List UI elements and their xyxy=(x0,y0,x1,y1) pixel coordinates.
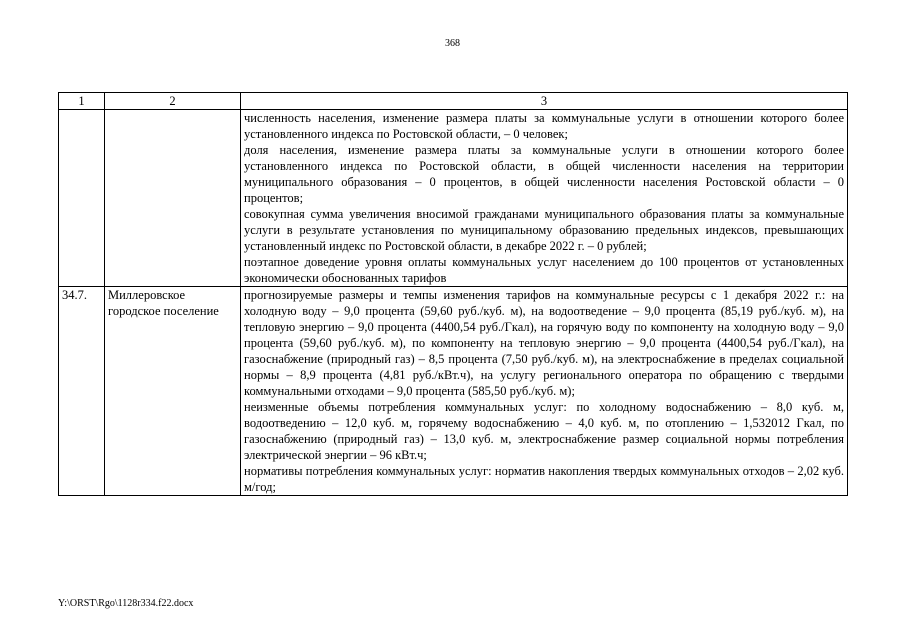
municipality-name: Миллеровское городское поселение xyxy=(105,287,241,496)
row-content xyxy=(241,287,848,496)
page-number: 368 xyxy=(445,38,460,49)
header-col-2: 2 xyxy=(105,93,241,110)
header-col-3: 3 xyxy=(241,93,848,110)
paragraph: поэтапное доведение уровня оплаты коммунальных услуг населением до 100 процентов от установленных экономически обоснованных тарифов xyxy=(244,255,844,285)
row-number xyxy=(59,110,105,287)
footer-file-path: Y:\ORST\Rgo\1128r334.f22.docx xyxy=(58,598,194,609)
row-content xyxy=(241,110,848,287)
row-number: 34.7. xyxy=(59,287,105,496)
table-row xyxy=(59,110,848,287)
header-col-1: 1 xyxy=(59,93,105,110)
paragraph: нормативы потребления коммунальных услуг: норматив накопления твердых коммунальных отходов – 2,02 куб. м/год; xyxy=(244,464,844,494)
paragraph: совокупная сумма увеличения вносимой гражданами муниципального образования платы за коммунальные услуги в результате установления по муниципальному образованию предельных индексов, превышающих установленный индекс по Ростовской области, в декабре 2022 г. – 0 рублей; xyxy=(244,207,844,253)
document-table xyxy=(58,92,848,496)
paragraph: доля населения, изменение размера платы за коммунальные услуги в отношении которого более установленного индекса по Ростовской области, в общей численности населения на территории муниципального образования – 0 процентов, в общей численности населения Ростовской области – 0 процентов; xyxy=(244,143,844,205)
paragraph: прогнозируемые размеры и темпы изменения тарифов на коммунальные ресурсы с 1 декабря 2022 г.: на холодную воду – 9,0 процента (59,60 руб./куб. м), на водоотведение – 9,0 процента (85,19 руб./куб. м), на тепловую энергию – 9,0 процента (4400,54 руб./Гкал), на горячую воду по компоненту на холодную воду – 9,0 процента (59,60 руб./куб. м), по компоненту на тепловую энергию – 9,0 процента (4400,54 руб./Гкал), на газоснабжение (природный газ) – 8,5 процента (7,50 руб./куб. м), на электроснабжение в пределах социальной нормы – 8,9 процента (4,81 руб./кВт.ч), на услугу регионального оператора по обращению с твердыми коммунальными отходами – 9,0 процента (585,50 руб./куб. м); xyxy=(244,288,844,398)
paragraph: неизменные объемы потребления коммунальных услуг: по холодному водоснабжению – 8,0 куб. м, водоотведению – 12,0 куб. м, горячему водоснабжению – 4,0 куб. м, по отоплению – 1,532012 Гкал, по газоснабжению (природный газ) – 13,0 куб. м, электроснабжение размер социальной нормы потребления электрической энергии – 96 кВт.ч; xyxy=(244,400,844,462)
paragraph: численность населения, изменение размера платы за коммунальные услуги в отношении которого более установленного индекса по Ростовской области, – 0 человек; xyxy=(244,111,844,141)
table-row xyxy=(59,287,848,496)
table-header-row xyxy=(59,93,848,110)
municipality-name xyxy=(105,110,241,287)
